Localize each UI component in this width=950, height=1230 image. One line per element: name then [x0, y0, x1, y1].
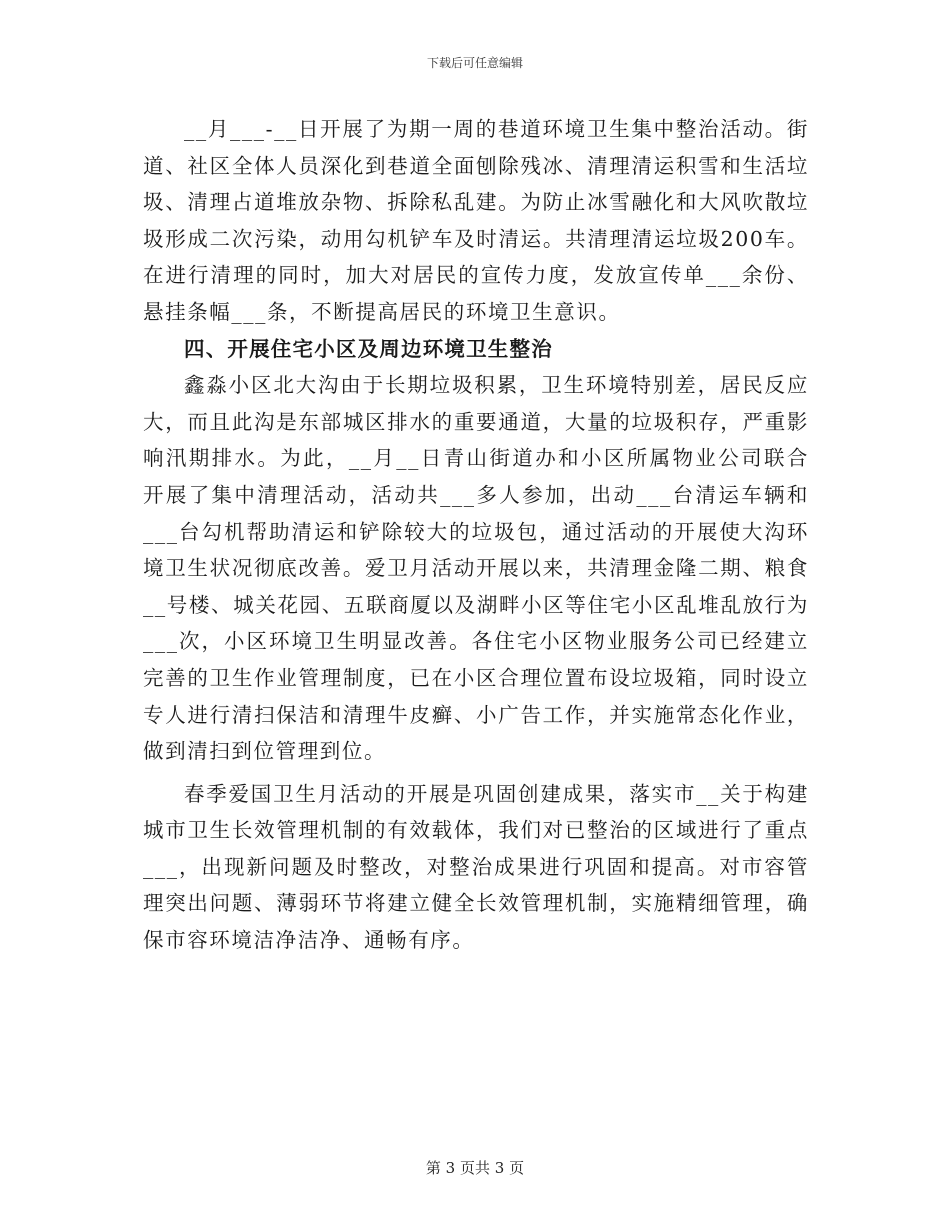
paragraph-conclusion: 春季爱国卫生月活动的开展是巩固创建成果，落实市__关于构建城市卫生长效管理机制的有效载体，我们对已整治的区域进行了重点___，出现新问题及时整改，对整治成果进行巩固和提高。对市容管理突出问题、薄弱环节将建立健全长效管理机制，实施精细管理，确保市容环境洁净洁净、通畅有序。 [143, 781, 809, 953]
page-number: 第 3 页共 3 页 [425, 1159, 525, 1177]
section-heading-residential: 四、开展住宅小区及周边环境卫生整治 [184, 336, 553, 361]
page-header-note: 下载后可任意编辑 [426, 56, 523, 70]
paragraph-alley-cleanup: __月___-__日开展了为期一周的巷道环境卫生集中整治活动。街道、社区全体人员深化到巷道全面刨除残冰、清理清运积雪和生活垃圾、清理占道堆放杂物、拆除私乱建。为防止冰雪融化和大风吹散垃圾形成二次污染，动用勾机铲车及时清运。共清理清运垃圾200车。在进行清理的同时，加大对居民的宣传力度，发放宣传单___余份、悬挂条幅___条，不断提高居民的环境卫生意识。 [143, 117, 809, 324]
document-body [143, 111, 809, 959]
paragraph-residential-cleanup: 鑫淼小区北大沟由于长期垃圾积累，卫生环境特别差，居民反应大，而且此沟是东部城区排水的重要通道，大量的垃圾积存，严重影响汛期排水。为此，__月__日青山街道办和小区所属物业公司联合开展了集中清理活动，活动共___多人参加，出动___台清运车辆和___台勾机帮助清运和铲除较大的垃圾包，通过活动的开展使大沟环境卫生状况彻底改善。爱卫月活动开展以来，共清理金隆二期、粮食__号楼、城关花园、五联商厦以及湖畔小区等住宅小区乱堆乱放行为___次，小区环境卫生明显改善。各住宅小区物业服务公司已经建立完善的卫生作业管理制度，已在小区合理位置布设垃圾箱，同时设立专人进行清扫保洁和清理牛皮癣、小广告工作，并实施常态化作业，做到清扫到位管理到位。 [143, 373, 809, 764]
